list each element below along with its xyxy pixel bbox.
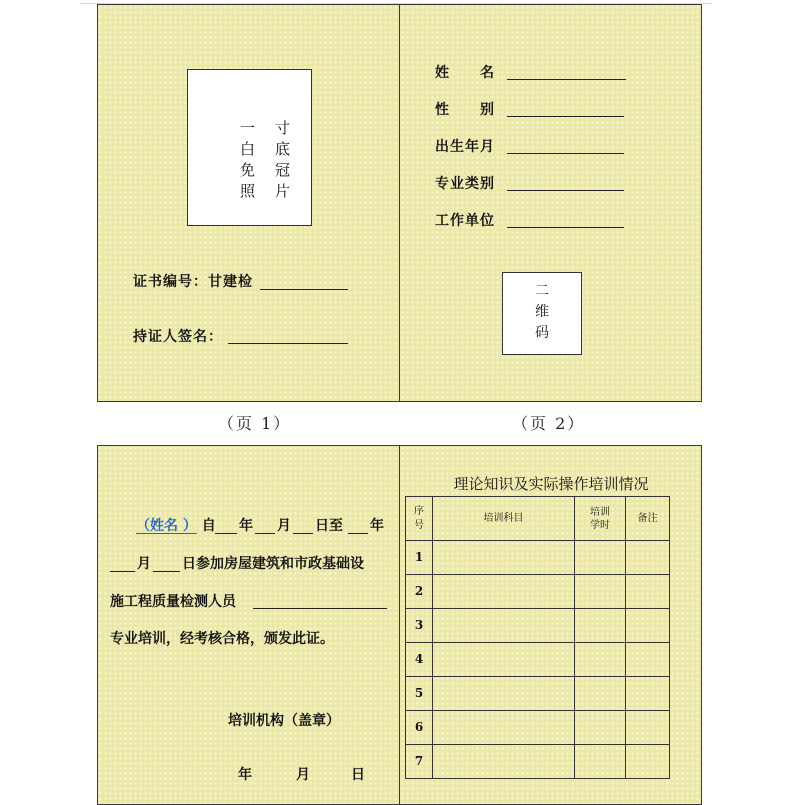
blank-month-2-line (110, 571, 135, 572)
row-seq: 4 (406, 643, 433, 677)
blank-year-2-line (348, 533, 368, 534)
page-2 (399, 4, 702, 402)
holder-signature-label: 持证人签名： (133, 329, 223, 345)
line1-day-to: 日至 (315, 518, 343, 534)
photo-placeholder (187, 69, 312, 226)
row-seq: 1 (406, 541, 433, 575)
table-row (406, 609, 670, 643)
table-row (406, 575, 670, 609)
page-3 (97, 445, 401, 805)
line1-month-1: 月 (277, 518, 291, 534)
row-seq: 7 (406, 745, 433, 779)
caption-page-1: （页 1） (218, 414, 292, 433)
field-gender-line (507, 116, 624, 117)
header-remark: 备注 (626, 497, 670, 541)
line1-year-1: 年 (239, 518, 253, 534)
blank-month-1-line (255, 533, 275, 534)
page-1 (97, 4, 401, 402)
row-seq: 3 (406, 609, 433, 643)
blank-day-1-line (293, 533, 313, 534)
field-specialty-line (507, 190, 624, 191)
table-row (406, 643, 670, 677)
training-table (405, 496, 670, 779)
training-table-header (406, 497, 670, 541)
page-4 (399, 445, 702, 805)
photo-placeholder-text: 一 寸 白 底 免 冠 照 片 (239, 119, 290, 200)
table-row (406, 745, 670, 779)
table-row (406, 711, 670, 745)
training-table-title: 理论知识及实际操作培训情况 (453, 476, 649, 493)
row-seq: 6 (406, 711, 433, 745)
line2-month: 月 (137, 556, 151, 572)
header-hours: 培训学时 (575, 497, 626, 541)
qr-code-placeholder (502, 272, 582, 355)
specialty-blank-line (253, 608, 387, 609)
certificate-line-1: （姓名 ） 自 (136, 518, 216, 534)
date-day: 日 (351, 767, 365, 783)
field-name-label: 姓 名 (435, 65, 495, 81)
field-gender-label: 性 别 (435, 102, 495, 118)
certificate-line-3: 施工程质量检测人员 (110, 594, 236, 610)
field-birth-label: 出生年月 (435, 139, 495, 155)
date-month: 月 (296, 767, 310, 783)
row-seq: 5 (406, 677, 433, 711)
table-row (406, 677, 670, 711)
cert-number-label: 证书编号：甘建检 (133, 274, 253, 290)
certificate-line-4: 专业培训，经考核合格，颁发此证。 (110, 631, 334, 647)
line1-year-2: 年 (370, 518, 384, 534)
header-seq: 序号 (406, 497, 433, 541)
blank-year-1-line (215, 533, 237, 534)
table-row (406, 541, 670, 575)
row-seq: 2 (406, 575, 433, 609)
blank-day-2-line (153, 571, 180, 572)
name-placeholder: （姓名 ） (136, 518, 197, 534)
holder-signature-line (228, 343, 348, 344)
cert-number-line (260, 289, 348, 290)
field-name-line (507, 79, 626, 80)
line2-text: 日参加房屋建筑和市政基础设 (182, 556, 364, 572)
field-specialty-label: 专业类别 (435, 176, 495, 192)
qr-code-text: 二 维 码 (535, 283, 549, 341)
field-birth-line (507, 153, 624, 154)
date-year: 年 (238, 767, 252, 783)
field-employer-label: 工作单位 (435, 213, 495, 229)
caption-page-2: （页 2） (512, 414, 586, 433)
training-org-seal-label: 培训机构（盖章） (228, 713, 340, 729)
header-subject: 培训科目 (433, 497, 575, 541)
field-employer-line (507, 227, 624, 228)
